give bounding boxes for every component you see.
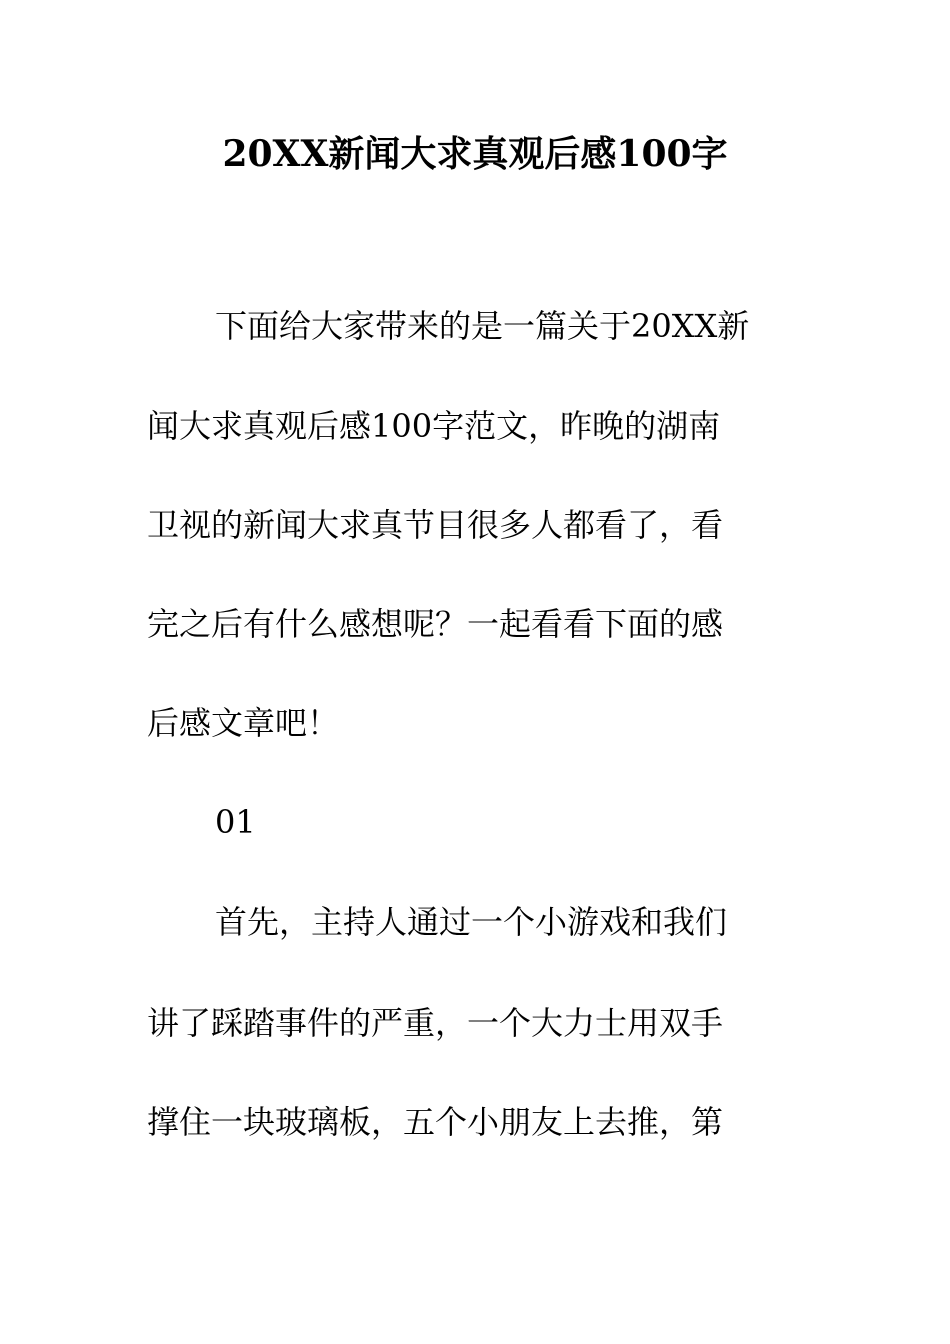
paragraph-line: 后感文章吧！ <box>147 704 340 742</box>
paragraph-line: 撑住一块玻璃板，五个小朋友上去推，第 <box>147 1103 724 1141</box>
paragraph-line: 下面给大家带来的是一篇关于20XX新 <box>215 307 750 345</box>
paragraph-line: 首先，主持人通过一个小游戏和我们 <box>215 903 728 941</box>
paragraph-line: 完之后有什么感想呢？一起看看下面的感 <box>147 605 724 643</box>
paragraph-line: 卫视的新闻大求真节目很多人都看了，看 <box>147 506 724 544</box>
document-title: 20XX新闻大求真观后感100字 <box>222 133 728 175</box>
paragraph-line: 闻大求真观后感100字范文，昨晚的湖南 <box>147 407 721 445</box>
paragraph-line: 讲了踩踏事件的严重，一个大力士用双手 <box>147 1004 724 1042</box>
section-number: 01 <box>215 803 256 841</box>
